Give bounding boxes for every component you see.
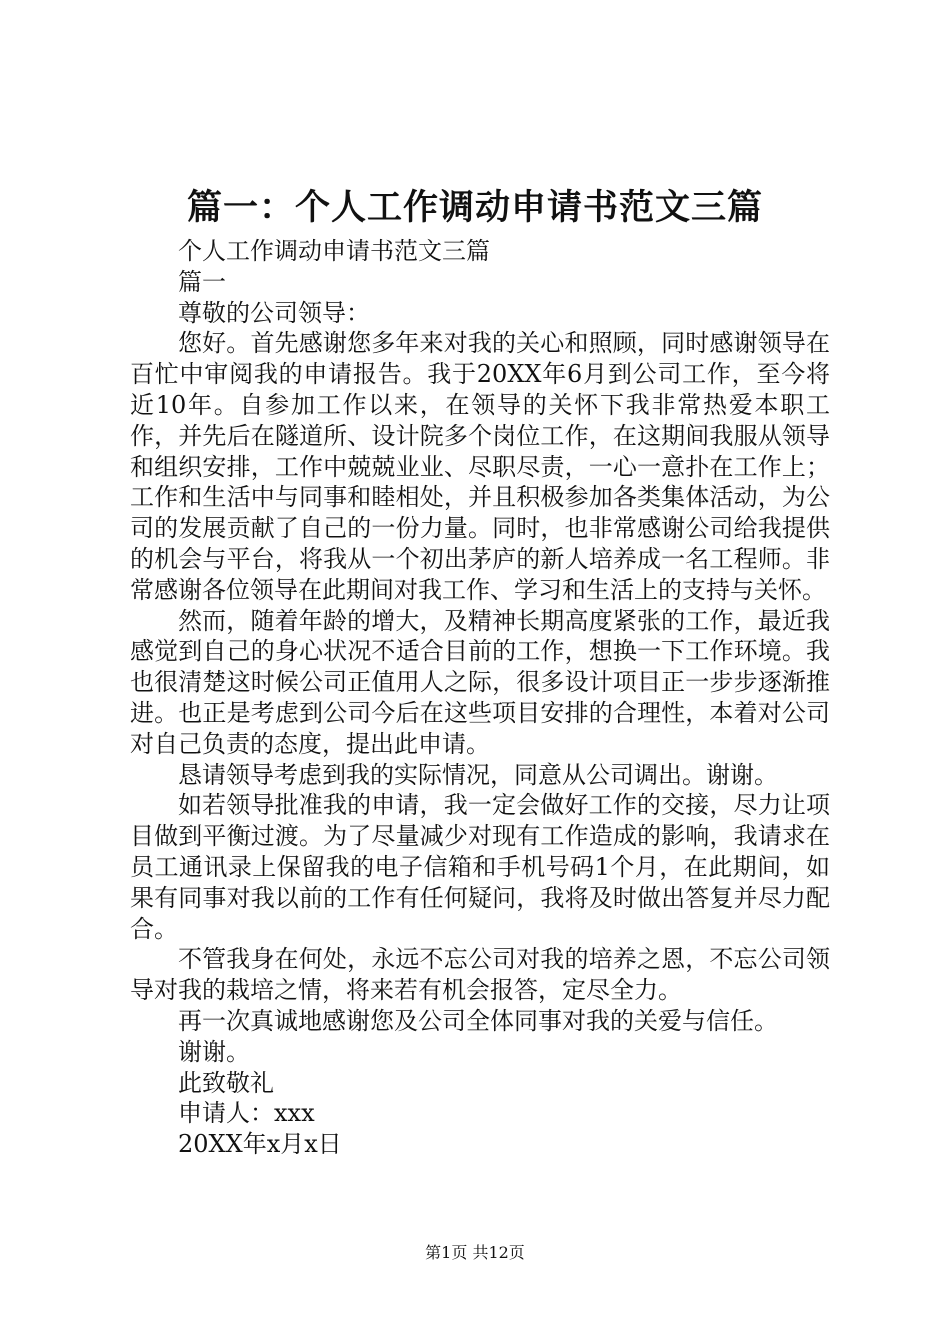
subtitle-line: 个人工作调动申请书范文三篇 <box>178 237 490 265</box>
closing-thanks: 谢谢。 <box>178 1037 250 1066</box>
applicant-line: 申请人：xxx <box>178 1099 315 1128</box>
page-footer: 第1页 共12页 <box>425 1243 525 1262</box>
body-paragraph: 您好。首先感谢您多年来对我的关心和照顾，同时感谢领导在百忙中审阅我的申请报告。我于20XX年6月到公司工作，至今将近10年。自参加工作以来，在领导的关怀下我非常热爱本职工作，并先后在隧道所、设计院多个岗位工作，在这期间我服从领导和组织安排，工作中兢兢业业、尽职尽责，一心一意扑在工作上；工作和生活中与同事和睦相处，并且积极参加各类集体活动，为公司的发展贡献了自己的一份力量。同时，也非常感谢公司给我提供的机会与平台，将我从一个初出茅庐的新人培养成一名工程师。非常感谢各位领导在此期间对我工作、学习和生活上的支持与关怀。 <box>130 329 830 604</box>
closing-salute: 此致敬礼 <box>178 1068 274 1097</box>
body-paragraph: 再一次真诚地感谢您及公司全体同事对我的关爱与信任。 <box>178 1006 778 1035</box>
date-line: 20XX年x月x日 <box>178 1130 342 1159</box>
body-paragraph: 恳请领导考虑到我的实际情况，同意从公司调出。谢谢。 <box>178 760 778 789</box>
document-body <box>130 236 830 1160</box>
body-paragraph: 不管我身在何处，永远不忘公司对我的培养之恩，不忘公司领导对我的栽培之情，将来若有机会报答，定尽全力。 <box>130 945 830 1005</box>
section-heading: 篇一 <box>178 267 226 296</box>
document-title: 篇一：个人工作调动申请书范文三篇 <box>186 187 763 228</box>
body-paragraph: 然而，随着年龄的增大，及精神长期高度紧张的工作，最近我感觉到自己的身心状况不适合目前的工作，想换一下工作环境。我也很清楚这时候公司正值用人之际，很多设计项目正一步步逐渐推进。也正是考虑到公司今后在这些项目安排的合理性，本着对公司对自己负责的态度，提出此申请。 <box>130 606 830 758</box>
body-paragraph: 如若领导批准我的申请，我一定会做好工作的交接，尽力让项目做到平衡过渡。为了尽量减少对现有工作造成的影响，我请求在员工通讯录上保留我的电子信箱和手机号码1个月，在此期间，如果有同事对我以前的工作有任何疑问，我将及时做出答复并尽力配合。 <box>130 791 830 943</box>
salutation: 尊敬的公司领导： <box>178 298 370 327</box>
